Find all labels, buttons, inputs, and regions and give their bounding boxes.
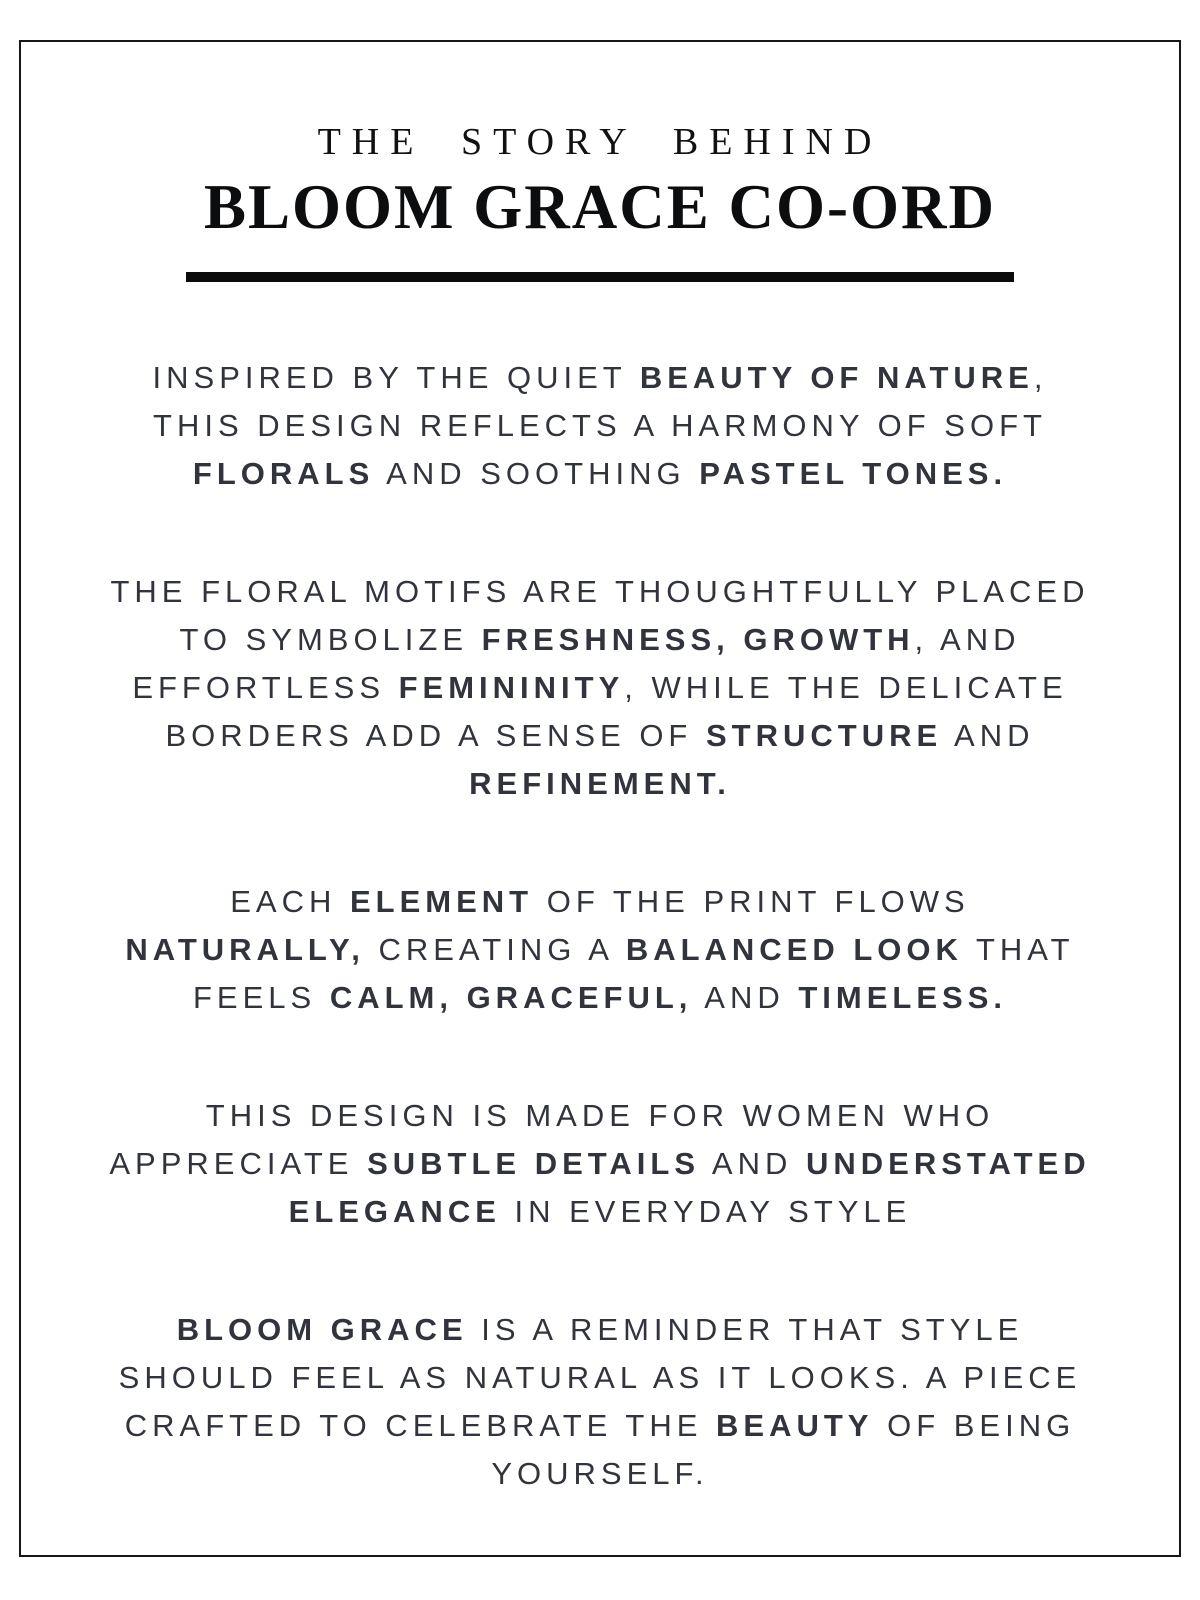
paragraph: EACH ELEMENT OF THE PRINT FLOWS NATURALLY, CREATING A BALANCED LOOK THAT FEELS CALM, GRACEFUL, AND TIMELESS. <box>125 883 1075 1015</box>
divider-rule <box>186 272 1014 282</box>
paragraph: BLOOM GRACE IS A REMINDER THAT STYLE SHOULD FEEL AS NATURAL AS IT LOOKS. A PIECE CRAFTED TO CELEBRATE THE BEAUTY OF BEING YOURSELF. <box>118 1311 1082 1491</box>
paragraph: INSPIRED BY THE QUIET BEAUTY OF NATURE, THIS DESIGN REFLECTS A HARMONY OF SOFT FLORALS AND SOOTHING PASTEL TONES. <box>152 359 1048 491</box>
kicker-heading: THE STORY BEHIND <box>317 121 883 163</box>
paragraph: THIS DESIGN IS MADE FOR WOMEN WHO APPRECIATE SUBTLE DETAILS AND UNDERSTATED ELEGANCE IN EVERYDAY STYLE <box>109 1097 1091 1229</box>
story-paragraphs <box>21 354 1179 1498</box>
page-frame <box>19 40 1181 1557</box>
page-title: BLOOM GRACE CO-ORD <box>204 171 996 242</box>
paragraph: THE FLORAL MOTIFS ARE THOUGHTFULLY PLACED TO SYMBOLIZE FRESHNESS, GROWTH, AND EFFORTLESS FEMININITY, WHILE THE DELICATE BORDERS ADD A SENSE OF STRUCTURE AND REFINEMENT. <box>110 573 1090 801</box>
